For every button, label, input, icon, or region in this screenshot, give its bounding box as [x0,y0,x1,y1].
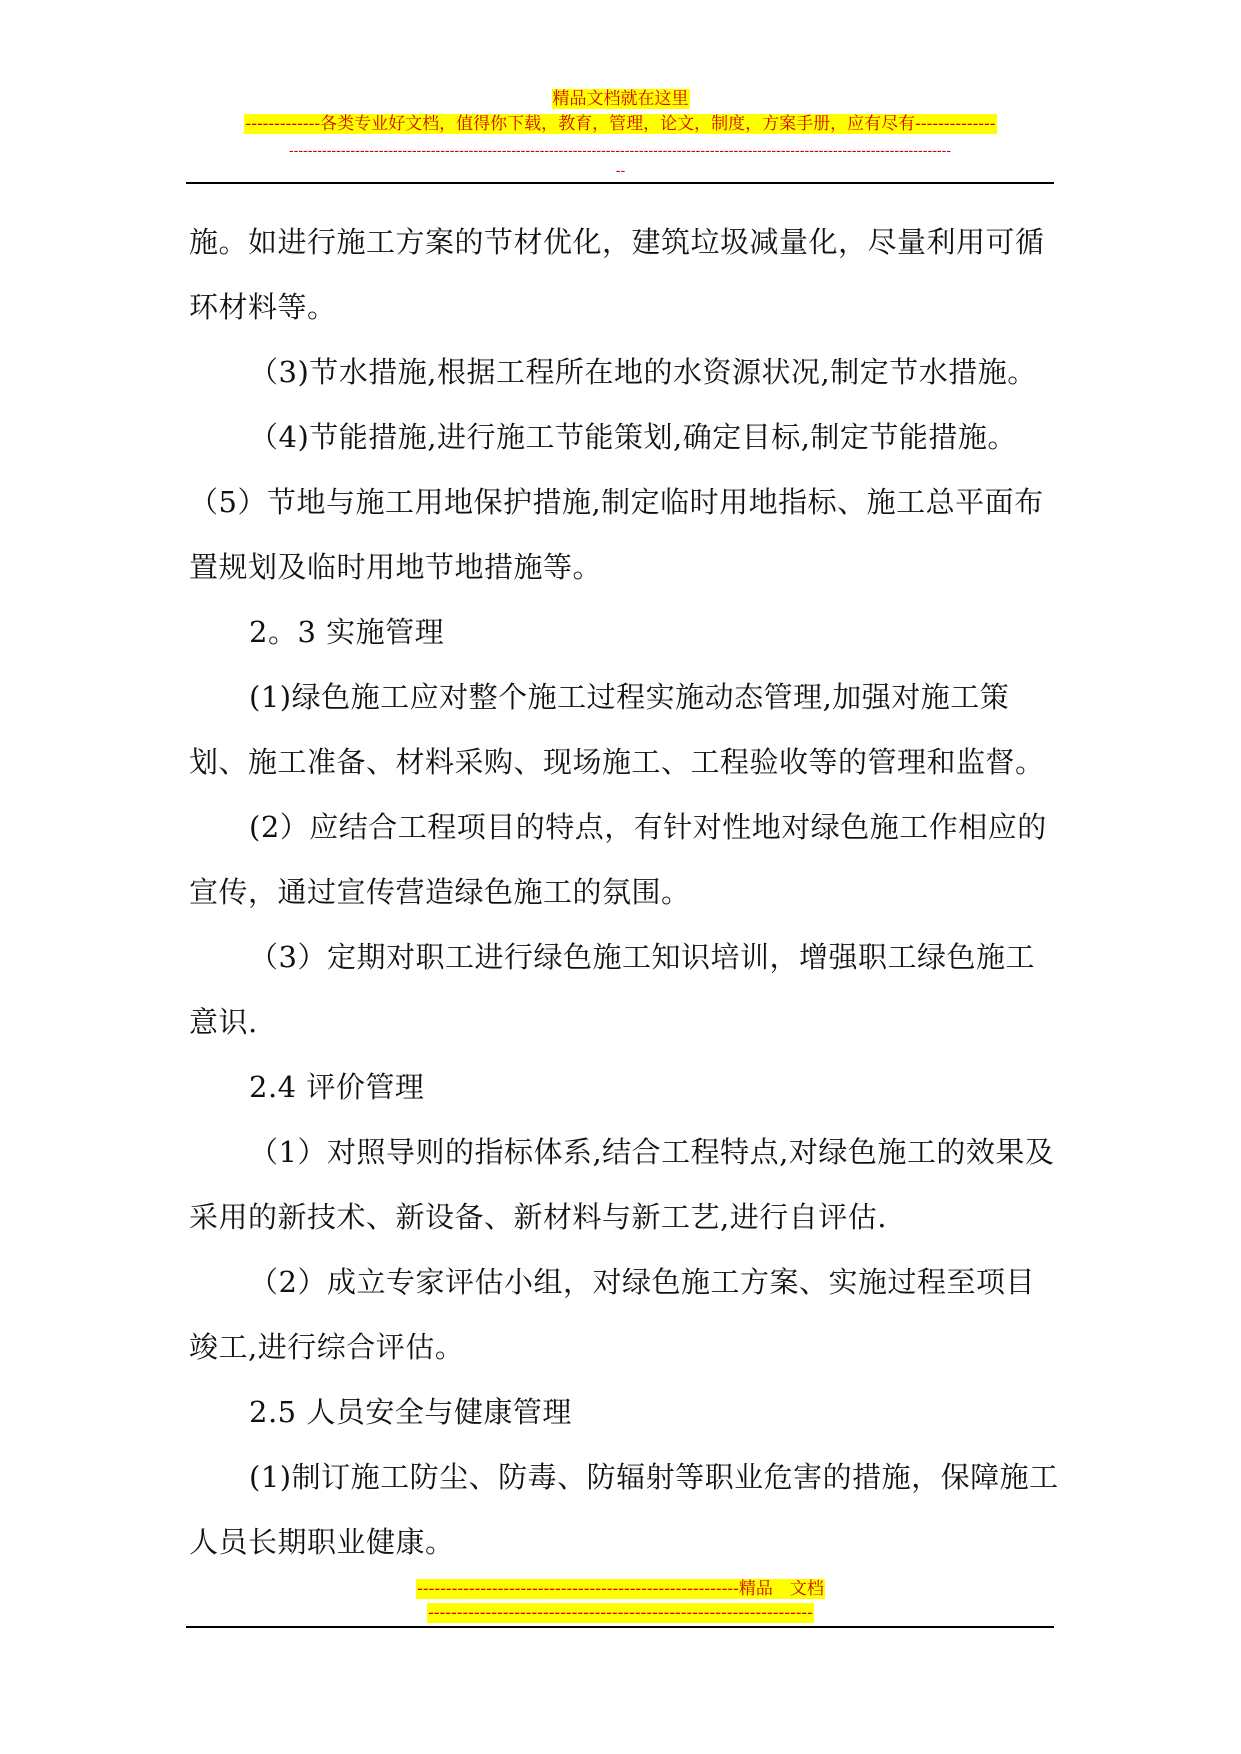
header-tagline [0,113,1241,135]
paragraph-7: （3）定期对职工进行绿色施工知识培训，增强职工绿色施工意识. [189,940,1035,1039]
header-dash-tail: -- [615,163,626,179]
header-rule [186,182,1054,184]
document-body [189,210,1059,1575]
paragraph-6: (2）应结合工程项目的特点，有针对性地对绿色施工作相应的宣传，通过宣传营造绿色施工的氛围。 [189,810,1047,909]
footer-rule [186,1626,1054,1628]
paragraph-5: (1)绿色施工应对整个施工过程实施动态管理,加强对施工策划、施工准备、材料采购、现场施工、工程验收等的管理和监督。 [189,680,1045,779]
paragraph-8: （1）对照导则的指标体系,结合工程特点,对绿色施工的效果及采用的新技术、新设备、新材料与新工艺,进行自评估. [189,1135,1055,1234]
header-title [0,88,1241,110]
paragraph-10: (1)制订施工防尘、防毒、防辐射等职业危害的措施，保障施工人员长期职业健康。 [189,1460,1059,1559]
header-title-text: 精品文档就在这里 [552,89,689,109]
paragraph-2: （3)节水措施,根据工程所在地的水资源状况,制定节水措施。 [249,355,1037,389]
paragraph-4: （5）节地与施工用地保护措施,制定临时用地指标、施工总平面布置规划及临时用地节地措施等。 [189,485,1044,584]
footer-label: --------------------------------------------------------精品 文档 [417,1579,824,1599]
section-heading-2-5: 2.5 人员安全与健康管理 [249,1395,572,1429]
paragraph-9: （2）成立专家评估小组，对绿色施工方案、实施过程至项目竣工,进行综合评估。 [189,1265,1035,1364]
header-tagline-text: -------------各类专业好文档，值得你下载，教育，管理，论文，制度，方案手册，应有尽有-------------- [245,114,996,134]
section-heading-2-4: 2.4 评价管理 [249,1070,425,1104]
footer-line-2 [0,1602,1241,1624]
paragraph-1: 施。如进行施工方案的节材优化，建筑垃圾减量化，尽量利用可循环材料等。 [189,225,1045,324]
paragraph-3: （4)节能措施,进行施工节能策划,确定目标,制定节能措施。 [249,420,1017,454]
footer-line-1 [0,1578,1241,1600]
footer-dashes: ------------------------------------------------------------------- [428,1603,813,1623]
header-dash-line: -------------------------------------------------------------------------------------------------------------------------------------------- [288,143,952,159]
section-heading-2-3: 2。3 实施管理 [249,615,445,649]
